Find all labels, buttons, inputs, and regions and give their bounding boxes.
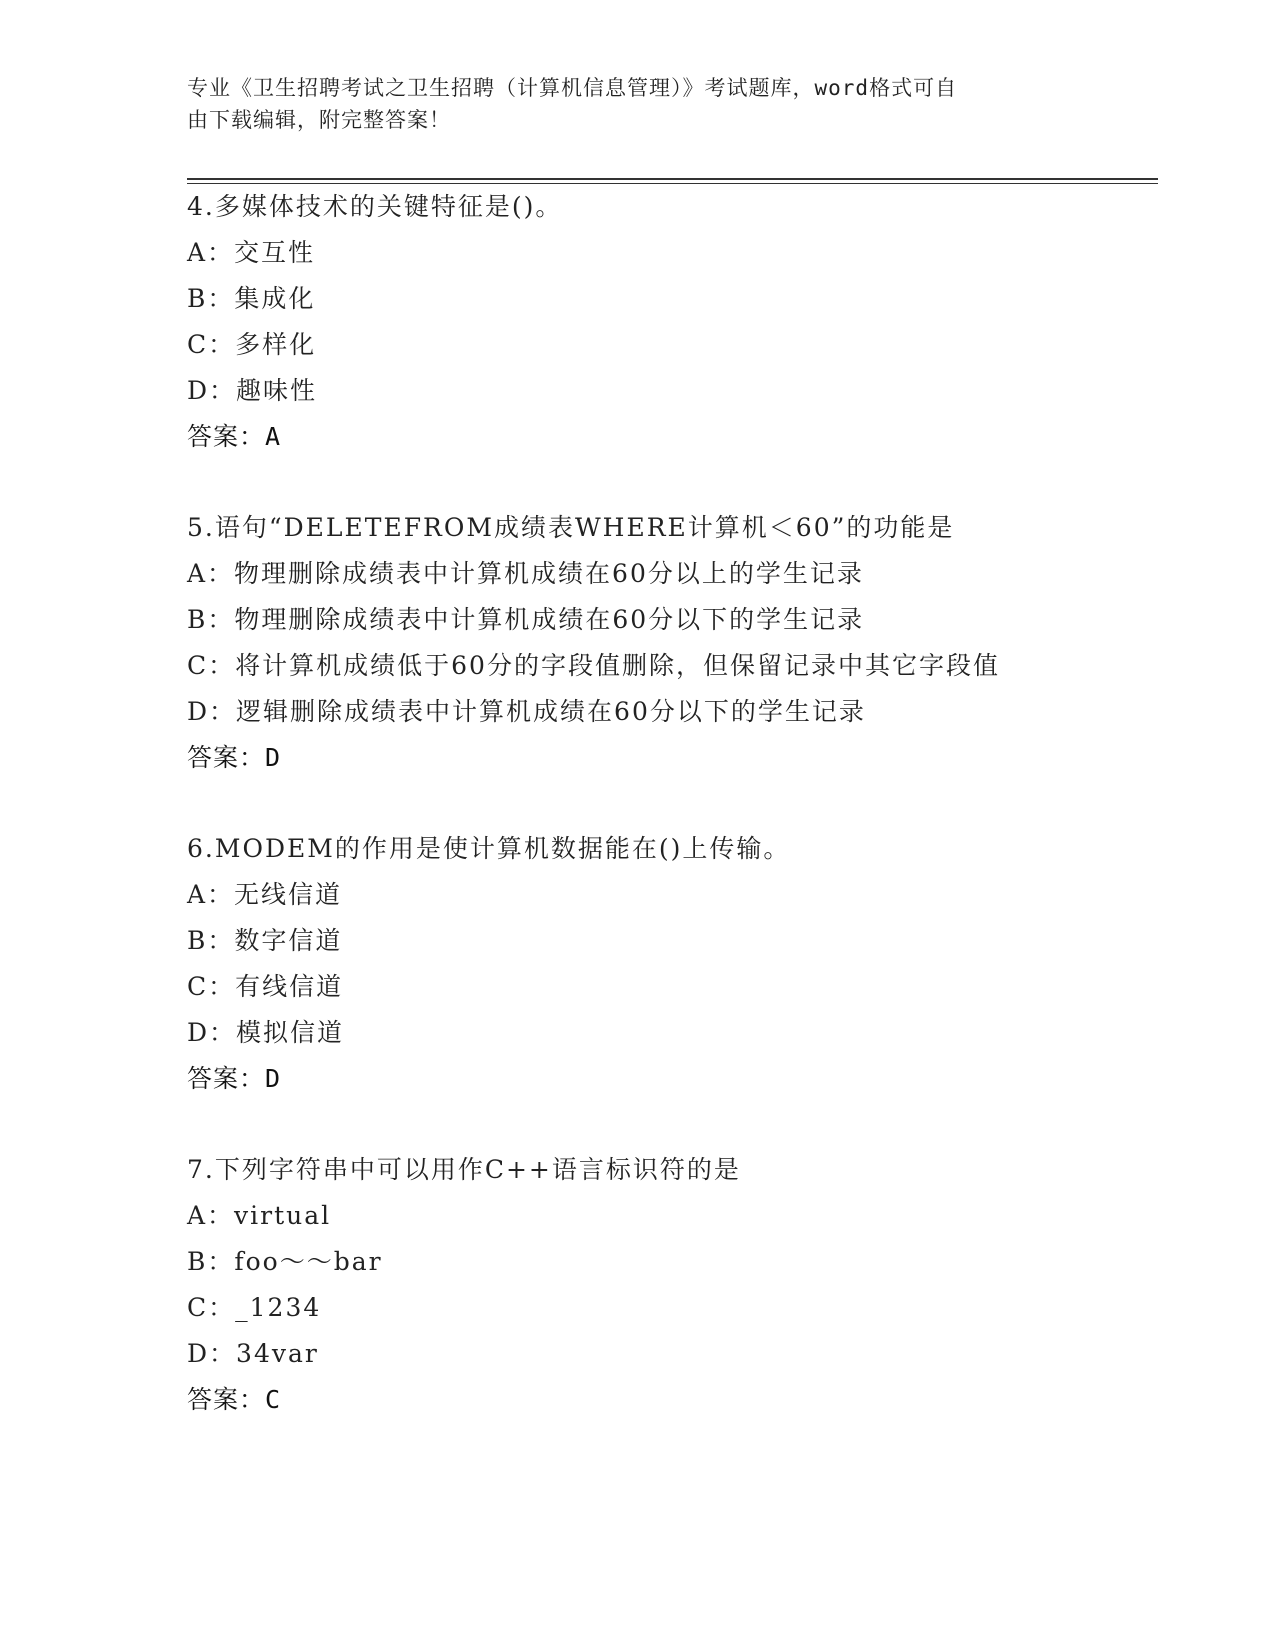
answer-label: 答案：	[187, 1064, 266, 1093]
option-c: C：将计算机成绩低于60分的字段值删除，但保留记录中其它字段值	[187, 651, 1000, 680]
answer-line	[187, 735, 1147, 781]
option-d: D：逻辑删除成绩表中计算机成绩在60分以下的学生记录	[187, 697, 866, 726]
document-header	[187, 72, 1067, 136]
question-stem: 6.MODEM的作用是使计算机数据能在()上传输。	[187, 834, 791, 863]
option-b: B：集成化	[187, 284, 316, 313]
answer-value: A	[265, 422, 281, 451]
question-6	[187, 826, 1147, 1102]
option-b: B：数字信道	[187, 926, 343, 955]
header-line-2: 由下载编辑，附完整答案！	[187, 108, 451, 132]
question-stem: 7.下列字符串中可以用作C++语言标识符的是	[187, 1155, 741, 1184]
answer-label: 答案：	[187, 743, 266, 772]
option-a: A：物理删除成绩表中计算机成绩在60分以上的学生记录	[187, 559, 864, 588]
option-d: D：趣味性	[187, 376, 318, 405]
question-stem: 4.多媒体技术的关键特征是()。	[187, 192, 563, 221]
option-a: A：virtual	[187, 1201, 332, 1230]
question-4	[187, 184, 1147, 460]
question-7	[187, 1147, 1147, 1423]
option-c: C：多样化	[187, 330, 317, 359]
answer-label: 答案：	[187, 422, 266, 451]
option-c: C：有线信道	[187, 972, 344, 1001]
answer-line	[187, 1056, 1147, 1102]
option-a: A：交互性	[187, 238, 316, 267]
answer-line	[187, 414, 1147, 460]
header-line-1: 专业《卫生招聘考试之卫生招聘（计算机信息管理）》考试题库，word格式可自	[187, 76, 958, 100]
answer-label: 答案：	[187, 1385, 266, 1414]
option-b: B：物理删除成绩表中计算机成绩在60分以下的学生记录	[187, 605, 865, 634]
option-d: D：模拟信道	[187, 1018, 345, 1047]
option-d: D：34var	[187, 1339, 319, 1368]
answer-value: C	[265, 1385, 281, 1414]
answer-line	[187, 1377, 1147, 1423]
option-a: A：无线信道	[187, 880, 343, 909]
header-divider-thick	[187, 178, 1158, 180]
answer-value: D	[265, 743, 281, 772]
option-b: B：foo～～bar	[187, 1247, 383, 1276]
answer-value: D	[265, 1064, 281, 1093]
question-stem: 5.语句“DELETEFROM成绩表WHERE计算机＜60”的功能是	[187, 513, 955, 542]
option-c: C：_1234	[187, 1293, 322, 1322]
question-5	[187, 505, 1147, 781]
